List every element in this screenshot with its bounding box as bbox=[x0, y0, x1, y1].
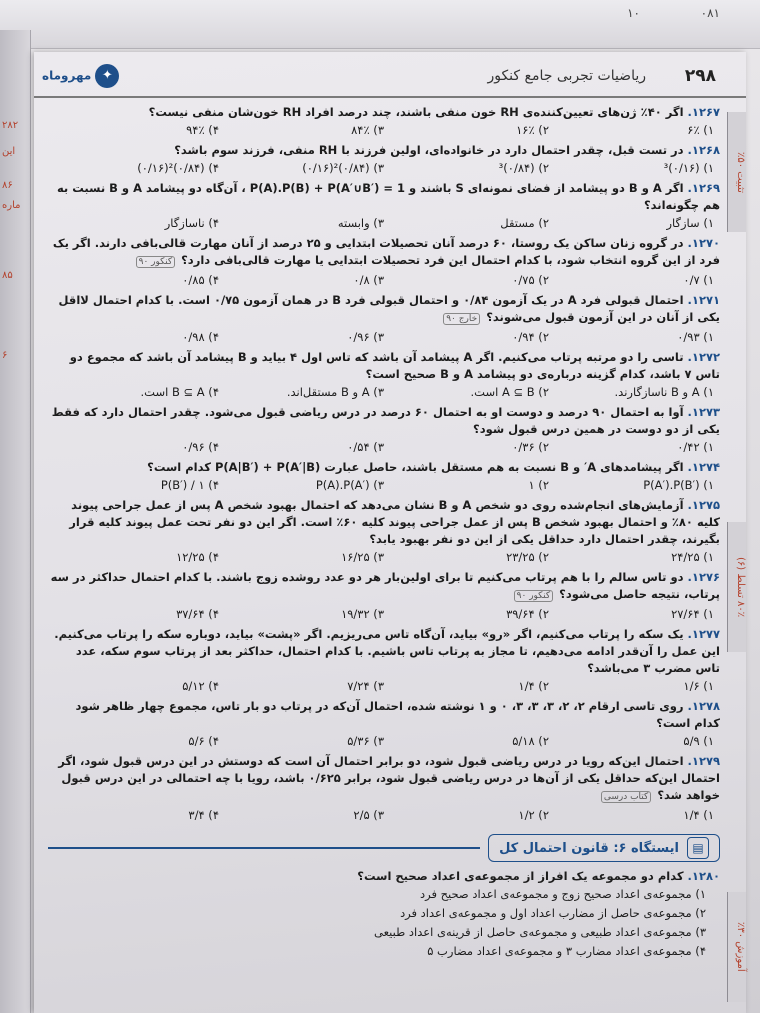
source-badge: کنکور ۹۰ bbox=[514, 590, 554, 602]
option: ۳) ۱۹/۳۲ bbox=[341, 607, 384, 621]
question-stem bbox=[48, 753, 720, 806]
question-item bbox=[48, 698, 720, 750]
question-number: ۱۲۷۴. bbox=[687, 460, 720, 474]
question-number: ۱۲۷۳. bbox=[687, 405, 720, 419]
option: ۴) B ⊆ A است. bbox=[140, 385, 219, 399]
question-text: یک سکه را پرتاب می‌کنیم، اگر «رو» بیاید، آن‌گاه تاس می‌ریزیم. اگر «پشت» بیاید، دوباره سکه را پرتاب می‌کنیم. این عمل را آن‌قدر ادامه می‌دهیم، تا مجاز به پرتاب تاس باشیم. با کدام احتمال، حداکثر بعد از پرتاب سوم سکه، عدد تاس مضرب ۳ می‌باشد؟ bbox=[54, 627, 720, 675]
option: ۱) ۰/۷ bbox=[683, 273, 714, 287]
question-item bbox=[48, 497, 720, 566]
question-item bbox=[48, 569, 720, 623]
publisher-logo bbox=[42, 64, 119, 88]
question-number: ۱۲۷۸. bbox=[687, 699, 720, 713]
question-item bbox=[48, 142, 720, 177]
question-text: اگر ۴۰٪ ژن‌های تعیین‌کننده‌ی RH خون منفی باشند، چند درصد افراد RH خون‌شان منفی نیست؟ bbox=[148, 105, 684, 119]
margin-item: ماره bbox=[2, 200, 21, 211]
option: ۳) ۸۴٪ bbox=[351, 123, 384, 137]
page-content bbox=[48, 104, 720, 964]
question-stem bbox=[48, 459, 720, 476]
question-number: ۱۲۷۹. bbox=[687, 754, 720, 768]
options-row bbox=[48, 328, 720, 346]
margin-item: ۶ bbox=[2, 350, 8, 361]
option: ۳) A و B مستقل‌اند. bbox=[286, 385, 384, 399]
option: ۱) ۲۷/۶۴ bbox=[671, 607, 714, 621]
question-text: در تست قبل، چقدر احتمال دارد در خانواده‌ای، اولین فرزند با RH منفی، فرزند سوم باشد؟ bbox=[174, 143, 684, 157]
question-text: آوا به احتمال ۹۰ درصد و دوست او به احتمال ۶۰ درصد در درس ریاضی قبول می‌شود. چقدر احتمال دارد که فقط یکی از دو دوست در همین درس قبول شود؟ bbox=[51, 405, 720, 436]
question-stem bbox=[48, 104, 720, 121]
option: ۴) ۳۷/۶۴ bbox=[176, 607, 219, 621]
option: ۳) ۲/۵ bbox=[353, 808, 384, 822]
question-number: ۱۲۶۷. bbox=[687, 105, 720, 119]
question-text: در گروه زنان ساکن یک روستا، ۶۰ درصد آنان تحصیلات ابتدایی و ۲۵ درصد از آنان مهارت قالی‌بافی دارند. اگر یک فرد از این گروه انتخاب شود، با کدام احتمال این فرد تحصیلات ابتدایی یا مهارت قالی‌بافی دارد؟ bbox=[52, 236, 720, 267]
options-row bbox=[48, 383, 720, 401]
question-number: ۱۲۷۰. bbox=[687, 236, 720, 250]
option: ۲) ۱۶٪ bbox=[516, 123, 549, 137]
options-row bbox=[48, 271, 720, 289]
options-row bbox=[48, 159, 720, 177]
option: ۲) A ⊆ B است. bbox=[470, 385, 549, 399]
question-item bbox=[48, 292, 720, 346]
option: ۴) (۰/۸۴)²(۰/۱۶) bbox=[137, 161, 219, 175]
option: ۴) ۰/۸۵ bbox=[182, 273, 219, 287]
option: ۲) ۳۹/۶۴ bbox=[506, 607, 549, 621]
answer-item: ۱) مجموعه‌ی اعداد صحیح زوج و مجموعه‌ی اعداد صحیح فرد bbox=[419, 887, 706, 901]
margin-item: این bbox=[2, 146, 16, 157]
option: ۱) (۰/۱۶)³ bbox=[663, 161, 714, 175]
option: ۳) ۷/۲۴ bbox=[347, 679, 384, 693]
option: ۱) P(A′).P(B′) bbox=[643, 478, 714, 492]
answer-item: ۳) مجموعه‌ی اعداد طبیعی و مجموعه‌ی حاصل از قرینه‌ی اعداد طبیعی bbox=[374, 925, 706, 939]
question-list bbox=[48, 104, 720, 824]
option: ۴) ۳/۴ bbox=[188, 808, 219, 822]
option: ۲) ۰/۳۶ bbox=[512, 440, 549, 454]
source-badge: خارج ۹۰ bbox=[443, 313, 480, 325]
logo-icon: ✦ bbox=[95, 64, 119, 88]
question-stem bbox=[48, 626, 720, 677]
question-text: آزمایش‌های انجام‌شده روی دو شخص A و B نشان می‌دهد که احتمال بهبود شخص A پس از عمل جراحی پیوند کلیه ۸۰٪ و احتمال بهبود شخص B پس از عمل جراحی پیوند کلیه ۶۰٪ است. اگر این دو نفر تحت عمل پیوند کلیه قرار بگیرند، چقدر احتمال دارد حداقل یکی از این دو نفر بهبود یابد؟ bbox=[69, 498, 720, 546]
option: ۳) ۰/۸ bbox=[353, 273, 384, 287]
station-title: ایستگاه ۶: قانون احتمال کل bbox=[499, 840, 679, 856]
station-box bbox=[488, 834, 720, 862]
question-number: ۱۲۶۹. bbox=[687, 181, 720, 195]
option: ۲) ۰/۹۴ bbox=[512, 330, 549, 344]
question-stem bbox=[48, 404, 720, 438]
option: ۳) ۰/۹۶ bbox=[347, 330, 384, 344]
side-tab-learning: آموزش ۳۰٪ bbox=[727, 892, 746, 1002]
option: ۱) ۵/۹ bbox=[683, 734, 714, 748]
question-text: اگر پیشامدهای A′ و B نسبت به هم مستقل باشند، حاصل عبارت P(A|B′) + P(A′|B) کدام است؟ bbox=[147, 460, 684, 474]
question-stem bbox=[48, 292, 720, 328]
question-stem bbox=[48, 235, 720, 271]
option: ۳) ۰/۵۴ bbox=[347, 440, 384, 454]
station-heading bbox=[48, 834, 720, 862]
options-row bbox=[48, 732, 720, 750]
book-title: ریاضیات تجربی جامع کنکور bbox=[487, 68, 646, 84]
question-number: ۱۲۶۸. bbox=[687, 143, 720, 157]
question-text: احتمال قبولی فرد A در یک آزمون ۰/۸۴ و احتمال قبولی فرد B در همان آزمون ۰/۷۵ است. با کدام احتمال لااقل یکی از آنان در این آزمون قبول می‌شوند؟ bbox=[58, 293, 720, 324]
question-number: ۱۲۷۲. bbox=[687, 350, 720, 364]
margin-item: ۲۸۲ bbox=[2, 120, 19, 131]
question-item bbox=[48, 180, 720, 232]
option: ۲) ۱/۴ bbox=[518, 679, 549, 693]
margin-item: ۸۶ bbox=[2, 180, 13, 191]
question-item bbox=[48, 459, 720, 494]
option: ۴) ۹۴٪ bbox=[186, 123, 219, 137]
option: ۳) ۵/۳۶ bbox=[347, 734, 384, 748]
question-item bbox=[48, 104, 720, 139]
answer-list bbox=[48, 885, 720, 961]
option: ۴) ۵/۶ bbox=[188, 734, 219, 748]
source-badge: کتاب درسی bbox=[601, 791, 651, 803]
question-number: ۱۲۷۶. bbox=[687, 570, 720, 584]
option: ۱) ۱/۴ bbox=[683, 808, 714, 822]
side-tab-consolidation: تثبیت ۵۰٪ bbox=[727, 112, 746, 232]
question-stem bbox=[48, 180, 720, 214]
question-text: اگر A و B دو پیشامد از فضای نمونه‌ای S باشند و P(A).P(B) + P(A′∪B′) = 1 ، آن‌گاه دو پیشامد A و B نسبت به هم چگونه‌اند؟ bbox=[56, 181, 720, 212]
option: ۳) وابسته bbox=[337, 216, 384, 230]
margin-item: ۸۵ bbox=[2, 270, 13, 281]
option: ۲) ۲۳/۲۵ bbox=[506, 550, 549, 564]
question-number: ۱۲۷۱. bbox=[687, 293, 720, 307]
logo-text: مهروماه bbox=[42, 68, 92, 83]
left-page-edge bbox=[0, 30, 31, 1013]
option: ۲) ۰/۷۵ bbox=[512, 273, 549, 287]
option: ۴) ۱۲/۲۵ bbox=[176, 550, 219, 564]
options-row bbox=[48, 605, 720, 623]
question-item bbox=[48, 626, 720, 695]
question-1280 bbox=[48, 868, 720, 961]
answer-item: ۴) مجموعه‌ی اعداد مضارب ۳ و مجموعه‌ی اعداد مضارب ۵ bbox=[427, 944, 706, 958]
options-row bbox=[48, 121, 720, 139]
option: ۱) سازگار bbox=[666, 216, 714, 230]
clipboard-icon: ▤ bbox=[687, 837, 709, 859]
question-number: ۱۲۷۵. bbox=[687, 498, 720, 512]
question-stem bbox=[48, 142, 720, 159]
question-item bbox=[48, 404, 720, 456]
source-badge: کنکور ۹۰ bbox=[136, 256, 176, 268]
option: ۳) ۱۶/۲۵ bbox=[341, 550, 384, 564]
top-strip-text-left: ۰۸۱ bbox=[700, 6, 720, 20]
option: ۴) ۰/۹۸ bbox=[182, 330, 219, 344]
option: ۲) ۱/۲ bbox=[518, 808, 549, 822]
option: ۲) مستقل bbox=[500, 216, 549, 230]
options-row bbox=[48, 476, 720, 494]
option: ۲) ۵/۱۸ bbox=[512, 734, 549, 748]
option: ۱) ۱/۶ bbox=[683, 679, 714, 693]
question-text: احتمال این‌که رویا در درس ریاضی قبول شود، دو برابر احتمال آن است که دوستش در این درس قبول شود، اگر احتمال این‌که حداقل یکی از آن‌ها در درس ریاضی قبول شود، برابر ۰/۶۲۵ باشد، رویا با چه احتمالی در این درس قبول خواهد شد؟ bbox=[58, 754, 720, 802]
option: ۱) A و B ناسازگارند. bbox=[614, 385, 714, 399]
options-row bbox=[48, 806, 720, 824]
option: ۱) ۶٪ bbox=[687, 123, 714, 137]
answer-item: ۲) مجموعه‌ی حاصل از مضارب اعداد اول و مجموعه‌ی اعداد فرد bbox=[400, 906, 706, 920]
question-number: ۱۲۸۰. bbox=[687, 869, 720, 883]
option: ۴) ناسازگار bbox=[164, 216, 219, 230]
book-page bbox=[34, 52, 746, 1013]
question-text: تاسی را دو مرتبه پرتاب می‌کنیم. اگر A پیشامد آن باشد که تاس اول ۴ بیاید و B پیشامد آن باشد که مجموع دو تاس ۷ باشد، کدام گزینه درباره‌ی دو پیشامد A و B صحیح است؟ bbox=[69, 350, 720, 381]
question-number: ۱۲۷۷. bbox=[687, 627, 720, 641]
question-stem bbox=[48, 497, 720, 548]
question-item bbox=[48, 349, 720, 401]
question-text: دو تاس سالم را با هم پرتاب می‌کنیم تا برای اولین‌بار هر دو عدد روشده زوج باشند. با کدام احتمال حداکثر در سه پرتاب، نتیجه حاصل می‌شود؟ bbox=[50, 570, 720, 601]
options-row bbox=[48, 548, 720, 566]
question-stem bbox=[48, 868, 720, 885]
option: ۴) ۵/۱۲ bbox=[182, 679, 219, 693]
options-row bbox=[48, 677, 720, 695]
question-item bbox=[48, 753, 720, 824]
question-stem bbox=[48, 569, 720, 605]
top-strip-text-right: ۱۰ bbox=[627, 6, 640, 20]
question-stem bbox=[48, 349, 720, 383]
options-row bbox=[48, 438, 720, 456]
question-stem bbox=[48, 698, 720, 732]
page-header bbox=[34, 60, 746, 98]
side-tab-mastery: ۸۰٪ تسلط (۶) bbox=[727, 522, 746, 652]
station-divider bbox=[48, 847, 480, 849]
page-number: ۲۹۸ bbox=[684, 66, 716, 86]
option: ۱) ۰/۹۳ bbox=[677, 330, 714, 344]
option: ۴) ۰/۹۶ bbox=[182, 440, 219, 454]
question-text: روی تاسی ارقام ۲، ۲، ۳، ۳، ۳، ۰ و ۱ نوشته شده، احتمال آن‌که در پرتاب دو بار تاس، مجموع چهار ظاهر شود کدام است؟ bbox=[75, 699, 720, 730]
previous-page-strip bbox=[0, 0, 760, 49]
option: ۱) ۰/۴۲ bbox=[677, 440, 714, 454]
option: ۴) ۱ / P(B′) bbox=[160, 478, 219, 492]
option: ۳) (۰/۸۴)²(۰/۱۶) bbox=[302, 161, 384, 175]
option: ۲) (۰/۸۴)³ bbox=[498, 161, 549, 175]
options-row bbox=[48, 214, 720, 232]
question-item bbox=[48, 235, 720, 289]
question-text: کدام دو مجموعه یک افراز از مجموعه‌ی اعداد صحیح است؟ bbox=[357, 869, 684, 883]
option: ۲) ۱ bbox=[528, 478, 549, 492]
option: ۱) ۲۴/۲۵ bbox=[671, 550, 714, 564]
option: ۳) P(A).P(A′) bbox=[315, 478, 384, 492]
